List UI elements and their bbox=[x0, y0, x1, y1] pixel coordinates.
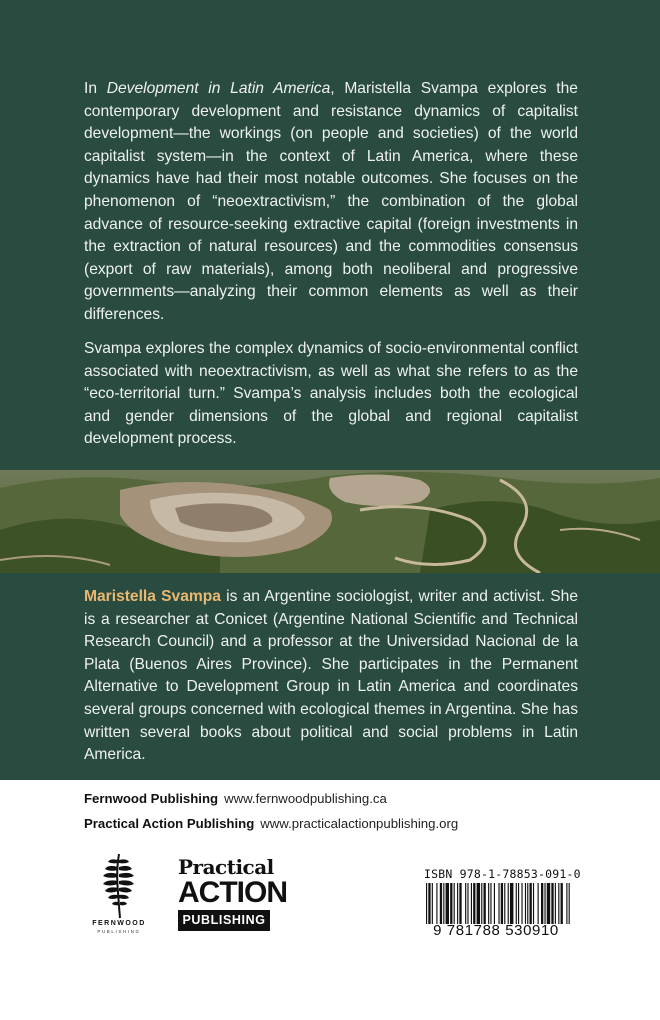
fernwood-publisher-line bbox=[84, 791, 387, 806]
blurb-paragraph-1 bbox=[84, 78, 578, 327]
fernwood-publisher-name: Fernwood Publishing bbox=[84, 791, 219, 806]
author-bio-text: is an Argentine sociologist, writer and activist. She is a researcher at Conicet (Argentine National Scientific and Technical Research Council) and a professor at the Universidad Nacional de la Plata (Buenos Aires Province). She participates in the Permanent Alternative to Development Group in Latin America and coordinates several groups concerned with ecological themes in Argentina. She has written several books about political and social problems in Latin America. bbox=[84, 588, 578, 764]
barcode-bar bbox=[569, 883, 570, 929]
fernwood-logo-word: FERNWOOD bbox=[92, 920, 146, 927]
author-name: Maristella Svampa bbox=[84, 588, 221, 605]
pa-logo-top: Practical bbox=[178, 855, 274, 879]
practical-action-publisher-line bbox=[84, 816, 458, 831]
barcode-bar bbox=[426, 883, 427, 929]
barcode-bar bbox=[428, 883, 430, 929]
barcode-bar bbox=[561, 883, 563, 929]
fernwood-url[interactable]: www.fernwoodpublishing.ca bbox=[224, 791, 387, 806]
practical-action-publisher-name: Practical Action Publishing bbox=[84, 816, 255, 831]
pa-logo-bottom: PUBLISHING bbox=[178, 910, 270, 931]
blurb-paragraph-2: Svampa explores the complex dynamics of socio-environmental conflict associated with neoextractivism, as well as what she refers to as the “eco-territorial turn.” Svampa’s analysis includes both the ecological and gender dimensions of the global and regional capitalist development process. bbox=[84, 340, 578, 448]
fern-leaf-icon bbox=[80, 852, 158, 922]
blurb-body: , Maristella Svampa explores the contemporary development and resistance dynamics of capitalist development—the workings (on people and societies) of the world capitalist system—in the context of Latin America, where these dynamics have had their most notable outcomes. She focuses on the phenomenon of “neoextractivism,” the combination of the global advance of resource-seeking extractive capital (foreign investments in the extraction of natural resources) and the commodities consensus (export of raw materials), among both neoliberal and progressive governments—analyzing their common elements as well as their differences. bbox=[84, 80, 578, 323]
practical-action-publishing-logo bbox=[178, 855, 287, 931]
practical-action-url[interactable]: www.practicalactionpublishing.org bbox=[260, 816, 459, 831]
mining-landscape-photo bbox=[0, 470, 660, 573]
blurb-intro: In bbox=[84, 80, 107, 97]
author-bio bbox=[84, 586, 578, 767]
fernwood-logo-subword: PUBLISHING bbox=[97, 929, 141, 934]
barcode-digits: 9 781788 530910 bbox=[416, 924, 576, 938]
barcode-bar bbox=[566, 883, 567, 929]
isbn-label: ISBN 978-1-78853-091-0 bbox=[424, 867, 581, 881]
book-title-italic: Development in Latin America bbox=[106, 80, 331, 97]
pa-logo-middle: ACTION bbox=[178, 876, 287, 909]
